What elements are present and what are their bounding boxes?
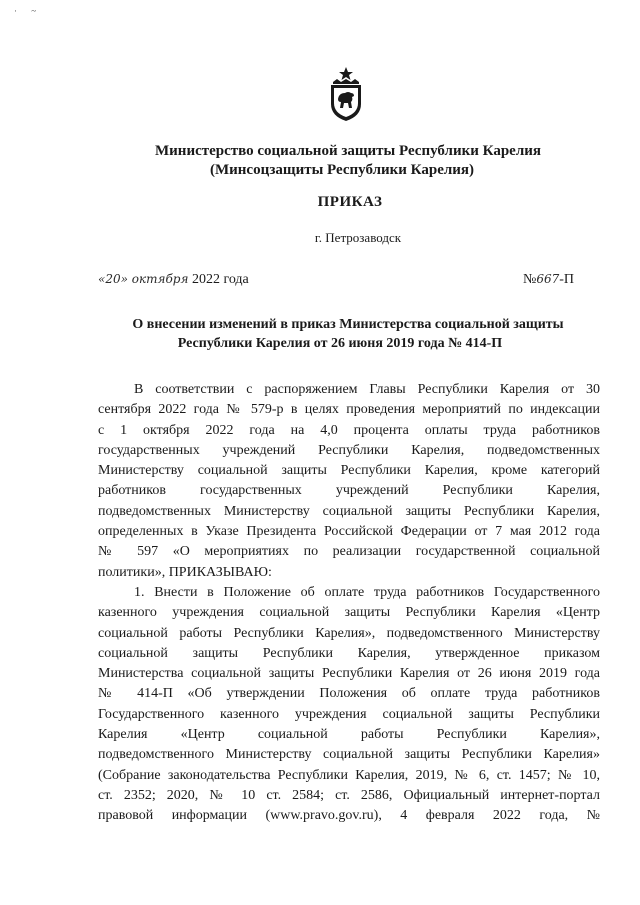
order-date	[98, 272, 249, 288]
text-line: социальной работы Республики Карелия», подведомственного Министерству	[98, 625, 600, 641]
subject-line-1: О внесении изменений в приказ Министерства социальной защиты	[132, 317, 564, 332]
text-line: Министерства социальной защиты Республики Карелия от 26 июня 2019 года	[98, 666, 600, 682]
text-line: политики», ПРИКАЗЫВАЮ:	[98, 564, 272, 580]
scan-mark: · ~	[14, 6, 43, 16]
text-line: подведомственных Министерству социальной защиты Республики Карелия,	[98, 503, 600, 519]
order-city: г. Петрозаводск	[314, 230, 402, 245]
order-number-handwritten: 667	[536, 272, 560, 286]
text-line: определенных в Указе Президента Российской Федерации от 7 мая 2012 года	[98, 524, 600, 540]
text-line: 1. Внести в Положение об оплате труда работников Государственного	[134, 585, 600, 600]
text-line: ст. 2352; 2020, № 10 ст. 2584; ст. 2586, Официальный интернет-портал	[98, 787, 600, 803]
text-line: правовой информации (www.pravo.gov.ru), 4 февраля 2022 года, №	[98, 808, 600, 824]
order-date-handwritten: «20» октября	[98, 272, 189, 286]
order-number-prefix: №	[523, 272, 537, 287]
order-date-year: 2022 года	[191, 272, 249, 287]
text-line: сентября 2022 года № 579-р в целях проведения мероприятий по индексации	[98, 402, 600, 418]
text-line: государственных учреждений Республики Карелия, подведомственных	[98, 442, 600, 458]
ministry-full-name: Министерство социальной защиты Республики Карелия	[155, 143, 541, 159]
order-subject	[0, 315, 640, 353]
text-line: социальной защиты Республики Карелия, утвержденное приказом	[98, 645, 600, 661]
order-number	[523, 272, 574, 288]
text-line: № 414-П «Об утверждении Положения об оплате труда работников	[98, 686, 600, 702]
text-line: подведомственного Министерству социальной защиты Республики Карелия»	[98, 747, 600, 763]
text-line: Государственного казенного учреждения социальной защиты Республики	[98, 706, 600, 722]
order-number-suffix: -П	[559, 272, 575, 287]
text-line: казенного учреждения социальной защиты Республики Карелия «Центр	[98, 605, 600, 621]
text-line: работников государственных учреждений Республики Карелия,	[98, 483, 600, 499]
subject-line-2: Республики Карелия от 26 июня 2019 года № 414-П	[177, 336, 503, 351]
text-line: с 1 октября 2022 года на 4,0 процента оплаты труда работников	[98, 422, 600, 438]
paragraph-item-1	[98, 583, 600, 827]
order-title: ПРИКАЗ	[317, 194, 383, 210]
text-line: № 597 «О мероприятиях по реализации государственной социальной	[98, 544, 600, 560]
paragraph-preamble	[98, 380, 600, 583]
text-line: (Собрание законодательства Республики Карелия, 2019, № 6, ст. 1457; № 10,	[98, 767, 600, 783]
text-line: Министерству социальной защиты Республики Карелия, кроме категорий	[98, 463, 600, 479]
karelia-coat-of-arms-icon	[327, 66, 365, 122]
text-line: Карелия «Центр социальной работы Республики Карелия»,	[98, 727, 600, 743]
ministry-short-name: (Минсоцзащиты Республики Карелия)	[209, 162, 475, 178]
text-line: В соответствии с распоряжением Главы Республики Карелия от 30	[134, 382, 600, 397]
